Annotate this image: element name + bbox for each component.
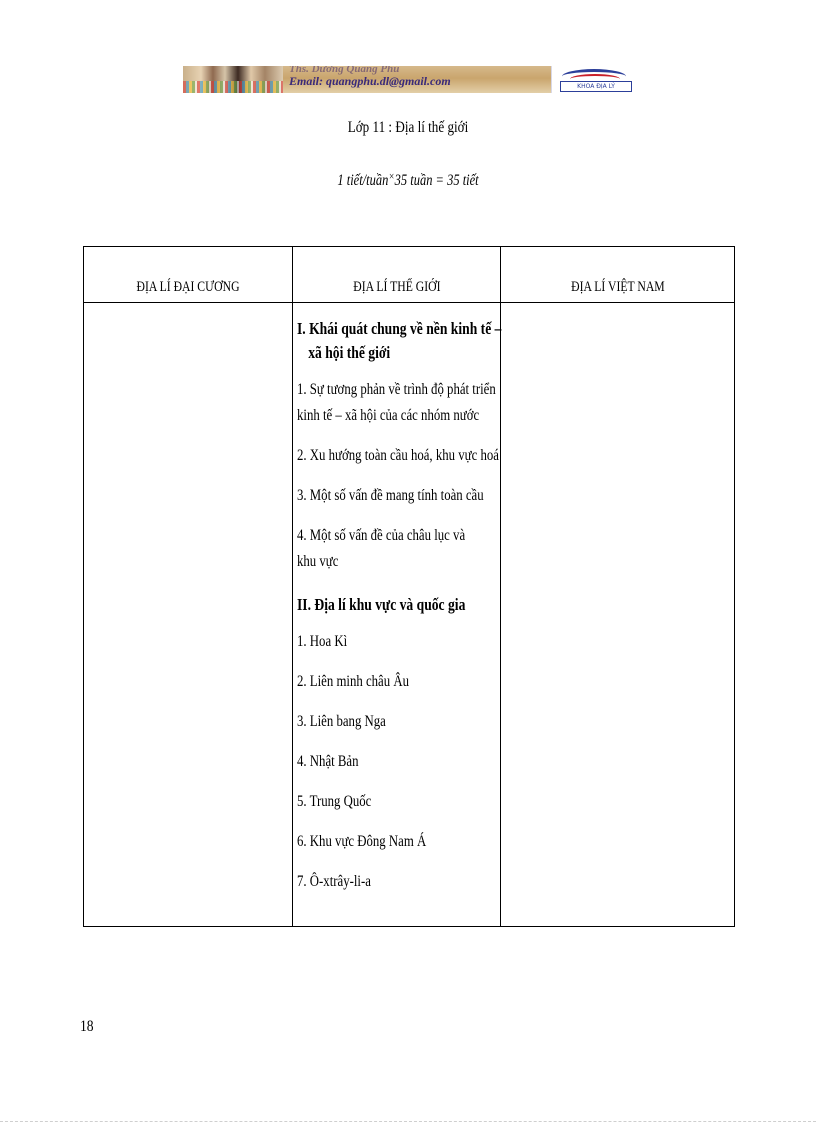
- header-banner: [183, 66, 638, 93]
- list-item-cont: kinh tế – xã hội của các nhóm nước: [297, 407, 480, 424]
- faculty-logo: [551, 66, 638, 93]
- section-1-title-cont: xã hội thế giới: [308, 343, 391, 362]
- list-item: 1. Sự tương phản về trình độ phát triển: [297, 381, 496, 398]
- banner-email: Email: quangphu.dl@gmail.com: [289, 74, 451, 88]
- times-sign: ×: [388, 169, 395, 183]
- subtitle-right: 35 tuần = 35 tiết: [394, 172, 479, 189]
- banner-author: Ths. Dương Quang Phú: [289, 66, 400, 75]
- section-2-title: II. Địa lí khu vực và quốc gia: [297, 595, 466, 614]
- logo-text: KHOA ĐỊA LÝ: [560, 81, 632, 92]
- subtitle-left: 1 tiết/tuần: [337, 172, 389, 189]
- list-item: 1. Hoa Kì: [297, 633, 348, 650]
- page-subtitle: [90, 169, 726, 190]
- list-item: 4. Nhật Bản: [297, 753, 359, 770]
- page-number: 18: [80, 1018, 94, 1035]
- header-world-geography: ĐỊA LÍ THẾ GIỚI: [293, 247, 501, 303]
- list-item: 2. Xu hướng toàn cầu hoá, khu vực hoá: [297, 447, 499, 464]
- banner-text-area: [283, 66, 551, 93]
- list-item-cont: khu vực: [297, 553, 339, 570]
- table-body-row: [84, 303, 735, 927]
- vietnam-geography-cell: [501, 303, 735, 927]
- banner-photo-strip: [183, 66, 283, 93]
- page-title: Lớp 11 : Địa lí thế giới: [347, 119, 469, 136]
- curriculum-table: [83, 246, 735, 927]
- page-bottom-divider: [0, 1121, 816, 1122]
- list-item: 3. Một số vấn đề mang tính toàn cầu: [297, 487, 484, 504]
- list-item: 2. Liên minh châu Âu: [297, 673, 409, 690]
- general-geography-cell: [84, 303, 293, 927]
- world-geography-cell: [293, 303, 501, 927]
- list-item: 5. Trung Quốc: [297, 793, 372, 810]
- list-item: 4. Một số vấn đề của châu lục và: [297, 527, 466, 544]
- header-vietnam-geography: ĐỊA LÍ VIỆT NAM: [501, 247, 735, 303]
- section-1-title: I. Khái quát chung về nền kinh tế –: [297, 319, 502, 338]
- list-item: 6. Khu vực Đông Nam Á: [297, 833, 427, 850]
- list-item: 7. Ô-xtrây-li-a: [297, 873, 371, 890]
- header-general-geography: ĐỊA LÍ ĐẠI CƯƠNG: [84, 247, 293, 303]
- table-header-row: [84, 247, 735, 303]
- list-item: 3. Liên bang Nga: [297, 713, 386, 730]
